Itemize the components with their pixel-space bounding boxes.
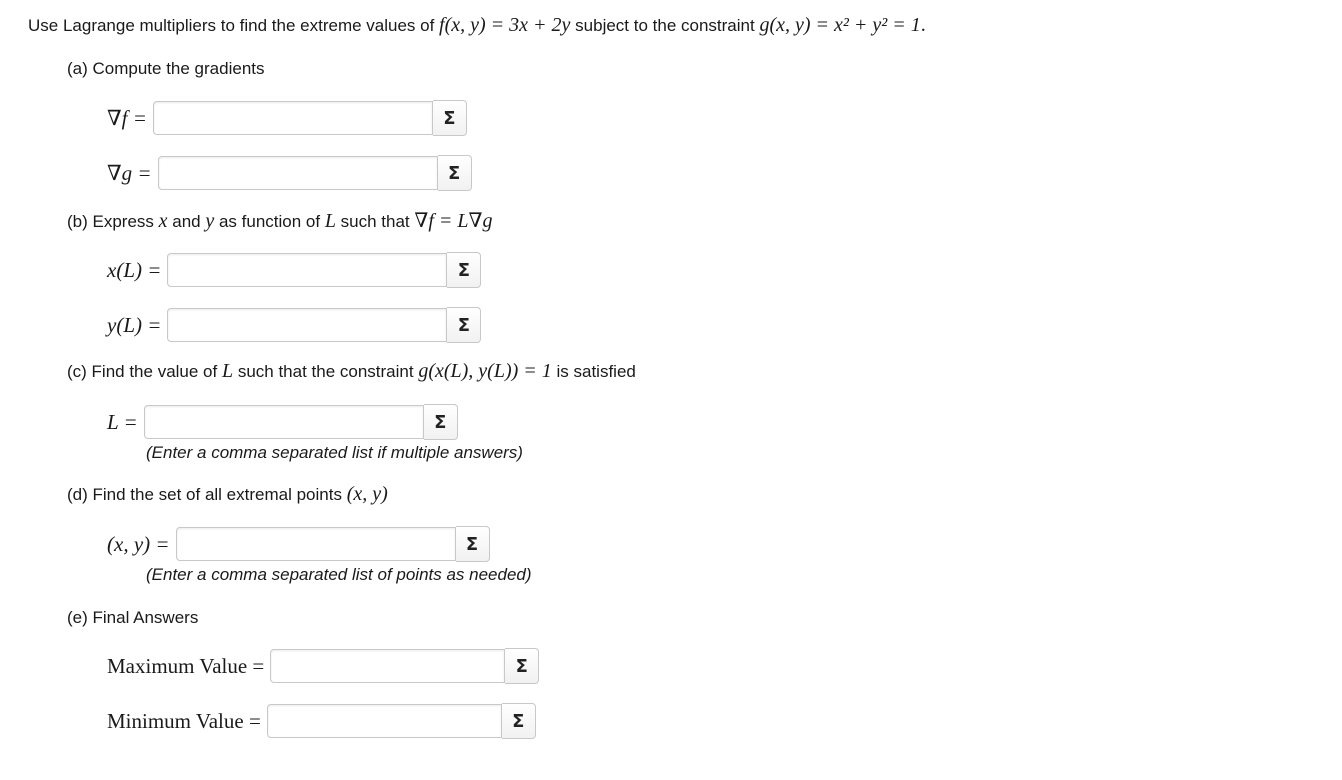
part-c-text-3: is satisfied [551, 362, 636, 381]
problem-text-1: Use Lagrange multipliers to find the extreme values of [28, 16, 440, 35]
x-of-L-row [107, 251, 481, 289]
min-equation-editor-icon[interactable]: Σ [502, 703, 536, 739]
grad-f-row [107, 99, 467, 137]
problem-text-2: subject to the constraint [570, 16, 760, 35]
constraint-function: g(x, y) = x² + y² = 1 [759, 14, 921, 36]
objective-function: f(x, y) = 3x + 2y [439, 14, 571, 36]
max-row [107, 647, 539, 685]
y-of-L-input[interactable] [167, 308, 447, 342]
max-input[interactable] [270, 649, 505, 683]
max-equation-editor-icon[interactable]: Σ [505, 648, 539, 684]
points-row [107, 525, 490, 563]
grad-g-input[interactable] [158, 156, 438, 190]
points-equation-editor-icon[interactable]: Σ [456, 526, 490, 562]
y-of-L-equation-editor-icon[interactable]: Σ [447, 307, 481, 343]
part-d-point: (x, y) [346, 483, 388, 505]
part-b-text-1: (b) Express [67, 212, 159, 231]
min-label: Minimum Value = [107, 708, 261, 733]
grad-g-equation-editor-icon[interactable]: Σ [438, 155, 472, 191]
min-input[interactable] [267, 704, 502, 738]
part-c-text-1: (c) Find the value of [67, 362, 222, 381]
part-b-text-2: and [167, 212, 206, 231]
L-row [107, 403, 458, 441]
L-input[interactable] [144, 405, 424, 439]
part-c-L: L [221, 360, 234, 382]
part-b-heading [67, 208, 492, 233]
part-c-heading [67, 360, 636, 383]
part-d-heading [67, 483, 388, 506]
L-equation-editor-icon[interactable]: Σ [424, 404, 458, 440]
points-label: (x, y) = [107, 531, 170, 556]
grad-f-label: ∇f = [107, 105, 147, 130]
L-hint: (Enter a comma separated list if multiple answers) [146, 443, 523, 462]
grad-f-input[interactable] [153, 101, 433, 135]
problem-text-3: . [920, 14, 926, 36]
part-b-equation: ∇f = L∇g [414, 210, 493, 232]
part-b-text-3: as function of [214, 212, 325, 231]
x-of-L-input[interactable] [167, 253, 447, 287]
y-of-L-row [107, 306, 481, 344]
grad-f-equation-editor-icon[interactable]: Σ [433, 100, 467, 136]
part-b-x: x [158, 210, 168, 232]
grad-g-label: ∇g = [107, 160, 152, 185]
problem-statement [28, 14, 926, 37]
part-a-heading: (a) Compute the gradients [67, 59, 265, 78]
max-label: Maximum Value = [107, 653, 265, 678]
part-d-text-1: (d) Find the set of all extremal points [67, 485, 347, 504]
grad-g-row [107, 154, 472, 192]
part-c-text-2: such that the constraint [233, 362, 419, 381]
part-b-y: y [205, 210, 215, 232]
part-c-equation: g(x(L), y(L)) = 1 [418, 360, 552, 382]
L-label: L = [107, 409, 138, 434]
y-of-L-label: y(L) = [107, 312, 162, 337]
points-hint: (Enter a comma separated list of points as needed) [146, 565, 532, 584]
points-input[interactable] [176, 527, 456, 561]
part-b-text-4: such that [335, 212, 415, 231]
part-e-heading: (e) Final Answers [67, 608, 199, 627]
min-row [107, 702, 536, 740]
part-b-L: L [324, 210, 336, 232]
x-of-L-label: x(L) = [107, 257, 162, 282]
x-of-L-equation-editor-icon[interactable]: Σ [447, 252, 481, 288]
